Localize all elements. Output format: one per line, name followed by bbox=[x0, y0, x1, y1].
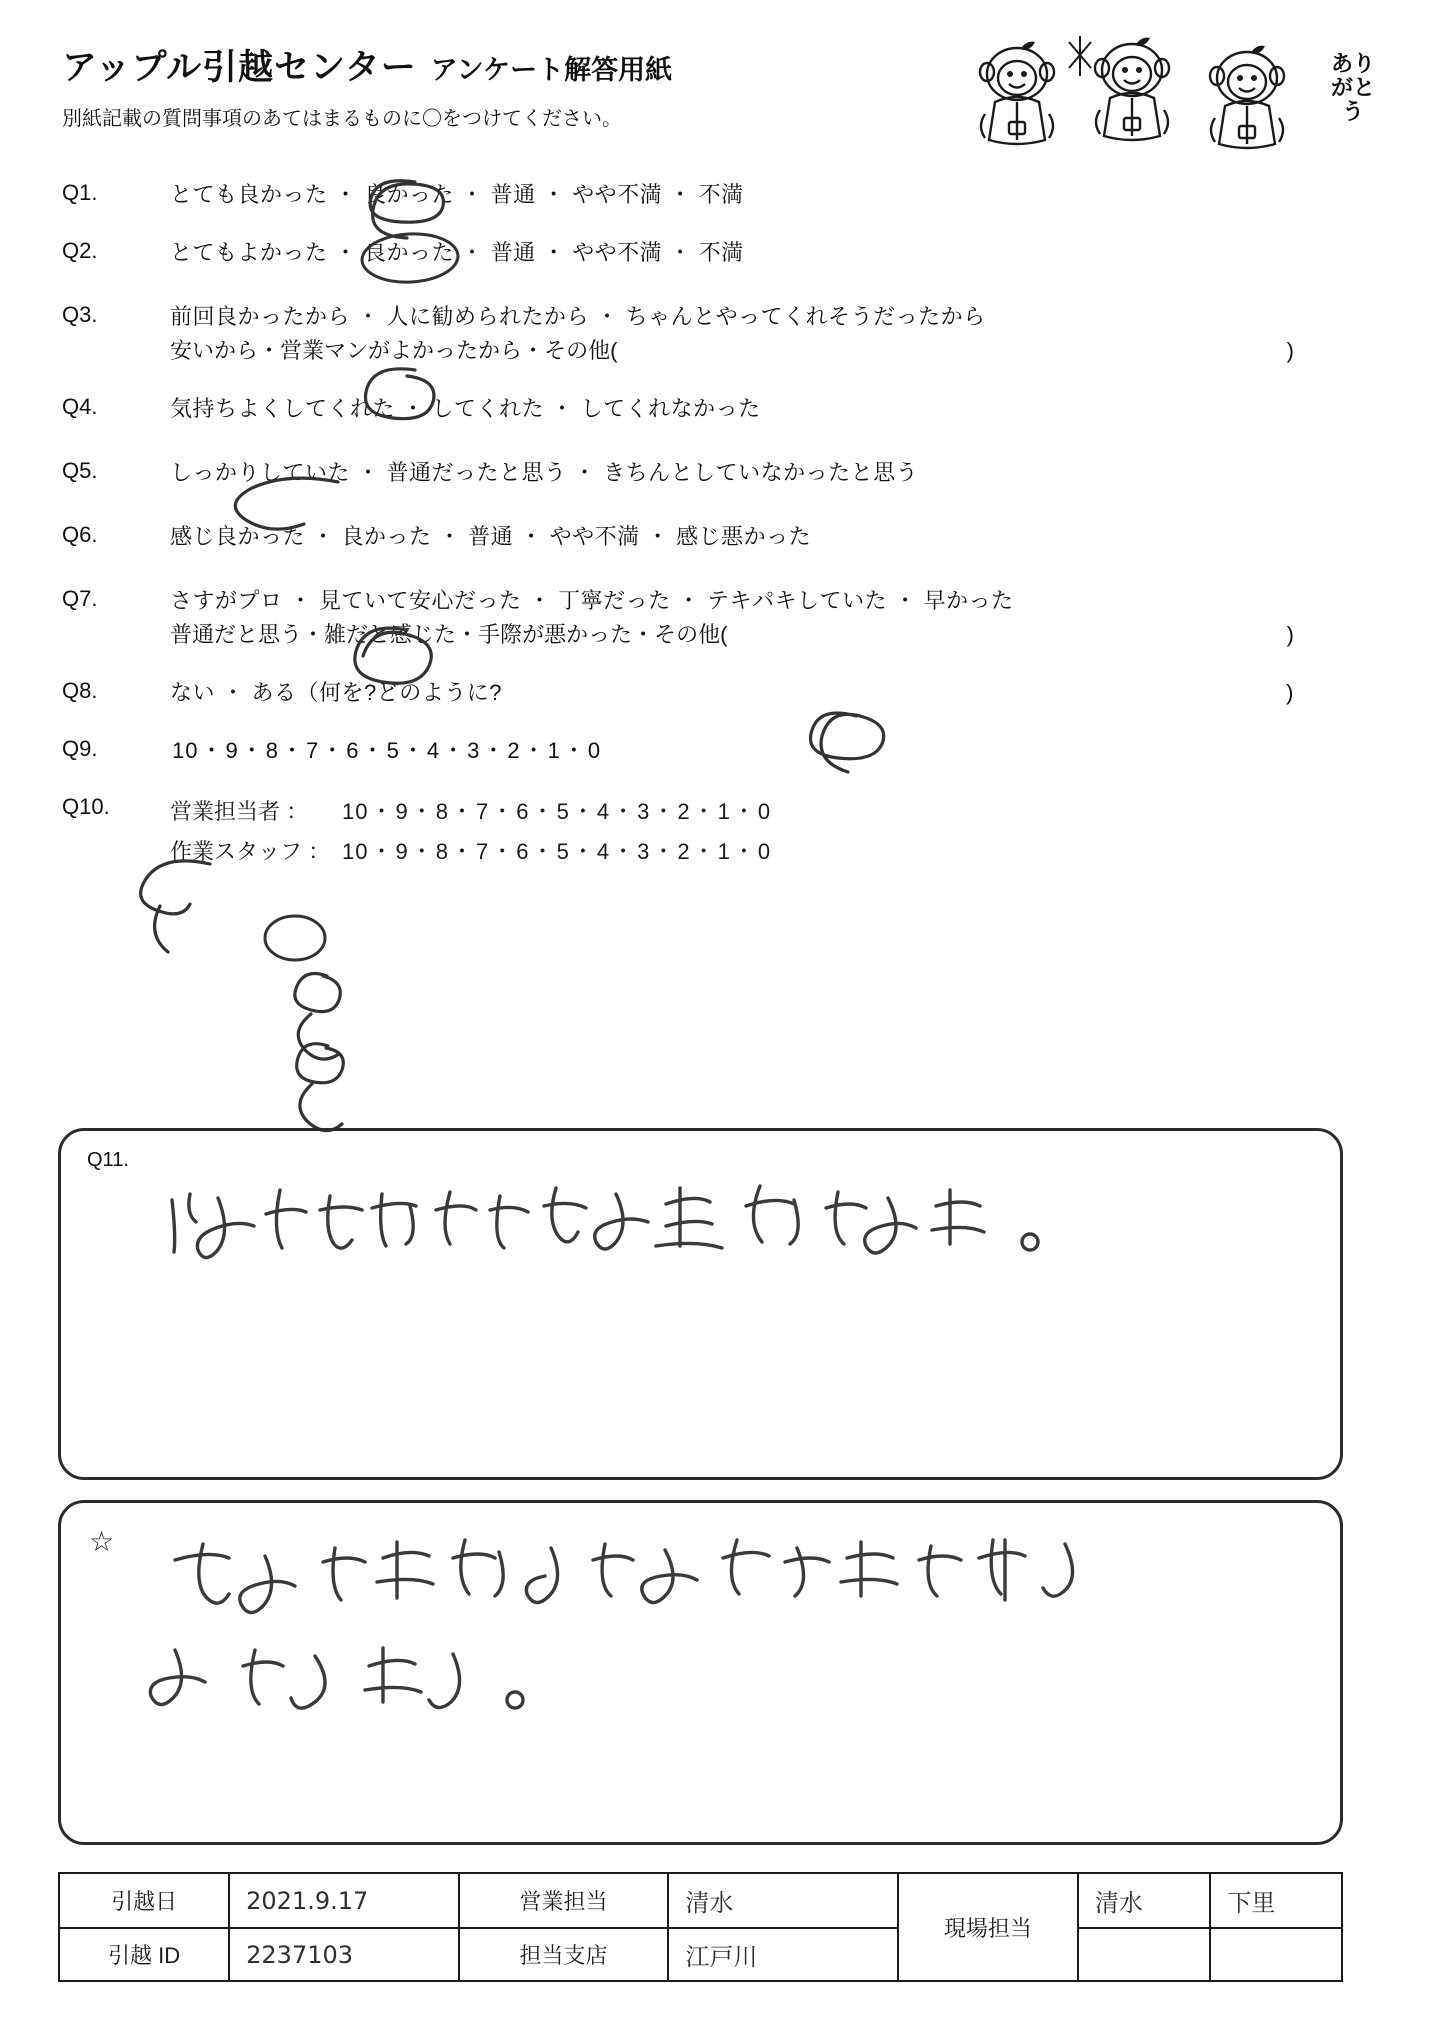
q5-option-0[interactable]: しっかりしていた bbox=[170, 460, 351, 485]
q9-value-0[interactable]: 0 bbox=[587, 738, 602, 763]
q10-staff-6[interactable]: 6 bbox=[516, 839, 530, 864]
footer-value-col-3a bbox=[1077, 1874, 1210, 1980]
question-q6-options: 感じ良かった ・ 良かった ・ 普通 ・ やや不満 ・ 感じ悪かった bbox=[170, 524, 812, 549]
question-q10-id: Q10. bbox=[62, 794, 110, 819]
footer-value-site-staff-1-blank[interactable] bbox=[1079, 1927, 1210, 1980]
q5-option-2[interactable]: きちんとしていなかったと思う bbox=[603, 460, 919, 485]
q9-value-8[interactable]: 8 bbox=[265, 738, 280, 763]
question-q3-options: 前回良かったから ・ 人に勧められたから ・ ちゃんとやってくれそうだったから bbox=[170, 304, 986, 329]
footer-label-branch: 担当支店 bbox=[460, 1927, 668, 1980]
q7-option-4[interactable]: 早かった bbox=[923, 588, 1014, 613]
q9-value-2[interactable]: 2 bbox=[507, 738, 521, 763]
footer-value-branch[interactable] bbox=[669, 1927, 896, 1980]
q10-staff-scale: 10・9・8・7・6・5・4・3・2・1・0 bbox=[342, 839, 772, 864]
q2-option-1[interactable]: 良かった bbox=[364, 240, 455, 265]
company-title: アップル引越センター bbox=[62, 48, 417, 87]
q10-staff-10[interactable]: 10 bbox=[342, 839, 369, 864]
q9-value-10[interactable]: 10 bbox=[172, 738, 199, 763]
footer-label-col-1 bbox=[60, 1874, 228, 1980]
q4-option-2[interactable]: してくれなかった bbox=[580, 396, 761, 421]
footer-label-col-2 bbox=[458, 1874, 668, 1980]
comment-box-2-label: ☆ bbox=[89, 1526, 115, 1557]
footer-value-sales-rep[interactable] bbox=[669, 1874, 896, 1927]
q9-value-7[interactable]: 7 bbox=[306, 738, 320, 763]
question-q2-options: とてもよかった ・ 良かった ・ 普通 ・ やや不満 ・ 不満 bbox=[170, 240, 744, 265]
question-q1-options: とても良かった ・ 良かった ・ 普通 ・ やや不満 ・ 不満 bbox=[170, 182, 744, 207]
question-q4-options: 気持ちよくしてくれた ・ してくれた ・ してくれなかった bbox=[170, 396, 761, 421]
question-q1-id: Q1. bbox=[62, 180, 98, 205]
footer-label-col-3 bbox=[897, 1874, 1077, 1980]
footer-value-col-3b bbox=[1209, 1874, 1341, 1980]
q10-staff-1[interactable]: 1 bbox=[717, 839, 731, 864]
q2-option-0[interactable]: とてもよかった bbox=[170, 240, 328, 265]
q1-option-3[interactable]: やや不満 bbox=[572, 182, 663, 207]
question-q10 bbox=[62, 792, 1362, 872]
q4-option-0[interactable]: 気持ちよくしてくれた bbox=[170, 396, 396, 421]
q2-option-3[interactable]: やや不満 bbox=[572, 240, 663, 265]
q1-option-2[interactable]: 普通 bbox=[490, 182, 536, 207]
footer-label-sales-rep: 営業担当 bbox=[460, 1874, 668, 1927]
page-header bbox=[62, 40, 902, 131]
footer-value-col-1 bbox=[228, 1874, 457, 1980]
q7-option2-2[interactable]: 手際が悪かった bbox=[478, 622, 633, 647]
q9-value-6[interactable]: 6 bbox=[346, 738, 360, 763]
q7-paren-close: ) bbox=[1286, 622, 1294, 647]
q8-option-0[interactable]: ない bbox=[170, 680, 216, 705]
q6-option-2[interactable]: 普通 bbox=[468, 524, 514, 549]
q3-option-1[interactable]: 人に勧められたから bbox=[386, 304, 590, 329]
q6-option-4[interactable]: 感じ悪かった bbox=[676, 524, 812, 549]
question-q7 bbox=[62, 584, 1362, 652]
q10-staff-8[interactable]: 8 bbox=[435, 839, 450, 864]
question-q5-id: Q5. bbox=[62, 458, 98, 483]
q7-option-3[interactable]: テキパキしていた bbox=[707, 588, 888, 613]
q10-staff-0[interactable]: 0 bbox=[757, 839, 772, 864]
q10-staff-4[interactable]: 4 bbox=[596, 839, 611, 864]
comment-box-1[interactable] bbox=[58, 1128, 1343, 1480]
q7-option2-3[interactable]: その他( bbox=[654, 622, 728, 647]
footer-label-site-staff: 現場担当 bbox=[943, 1915, 1032, 1941]
q9-value-9[interactable]: 9 bbox=[225, 738, 239, 763]
q2-option-2[interactable]: 普通 bbox=[490, 240, 536, 265]
footer-value-site-staff-1-text: 清水 bbox=[1094, 1889, 1143, 1917]
page-title: アンケート解答用紙 bbox=[430, 55, 673, 85]
question-q2 bbox=[62, 236, 1362, 270]
footer-value-site-staff-1[interactable] bbox=[1079, 1874, 1210, 1927]
q10-staff-9[interactable]: 9 bbox=[395, 839, 409, 864]
q10-sales-4[interactable]: 4 bbox=[596, 799, 611, 824]
q3-paren-close: ) bbox=[1286, 338, 1294, 363]
footer-label-move-date: 引越日 bbox=[60, 1874, 228, 1927]
question-q2-id: Q2. bbox=[62, 238, 98, 263]
q7-option-2[interactable]: 丁寧だった bbox=[558, 588, 671, 613]
q3-option-2[interactable]: ちゃんとやってくれそうだったから bbox=[625, 304, 986, 329]
question-q4-id: Q4. bbox=[62, 394, 98, 419]
q1-option-0[interactable]: とても良かった bbox=[170, 182, 328, 207]
footer-label-move-id: 引越 ID bbox=[60, 1927, 228, 1980]
q7-option2-1[interactable]: 雑だと感じた bbox=[324, 622, 457, 647]
question-q8-id: Q8. bbox=[62, 678, 98, 703]
q3-option2-1[interactable]: 営業マンがよかったから bbox=[280, 338, 523, 363]
question-q6 bbox=[62, 520, 1362, 554]
question-q7-options2: 普通だと思う・雑だと感じた・手際が悪かった・その他( ) bbox=[170, 618, 1362, 652]
mascot-illustration bbox=[965, 30, 1385, 170]
question-q9-id: Q9. bbox=[62, 736, 98, 761]
question-q3 bbox=[62, 300, 1362, 368]
question-q3-id: Q3. bbox=[62, 302, 98, 327]
q6-option-1[interactable]: 良かった bbox=[341, 524, 432, 549]
q10-sales-caption: 営業担当者 ： bbox=[170, 799, 309, 824]
footer-value-site-staff-2-blank[interactable] bbox=[1211, 1927, 1341, 1980]
q9-circle-mark bbox=[255, 908, 345, 968]
comment-box-1-label: Q11. bbox=[87, 1149, 129, 1171]
q10-sales-5[interactable]: 5 bbox=[556, 799, 570, 824]
q2-option-4[interactable]: 不満 bbox=[698, 240, 744, 265]
question-q9-scale: 10・9・8・7・6・5・4・3・2・1・0 bbox=[172, 738, 602, 763]
q3-option2-0[interactable]: 安いから bbox=[170, 338, 259, 363]
q10-staff-2[interactable]: 2 bbox=[677, 839, 691, 864]
q6-option-0[interactable]: 感じ良かった bbox=[170, 524, 306, 549]
question-q7-options: さすがプロ ・ 見ていて安心だった ・ 丁寧だった ・ テキパキしていた ・ 早かった bbox=[170, 588, 1014, 613]
footer-value-site-staff-2-text: 下里 bbox=[1227, 1889, 1276, 1917]
q7-option-0[interactable]: さすがプロ bbox=[170, 588, 283, 613]
footer-table bbox=[58, 1872, 1343, 1982]
q10-staff-5[interactable]: 5 bbox=[556, 839, 570, 864]
q9-value-3[interactable]: 3 bbox=[467, 738, 481, 763]
q9-value-5[interactable]: 5 bbox=[386, 738, 400, 763]
footer-value-col-2 bbox=[667, 1874, 896, 1980]
q10-sales-3[interactable]: 3 bbox=[637, 799, 651, 824]
q10-row-sales bbox=[170, 792, 1362, 832]
q6-option-3[interactable]: やや不満 bbox=[549, 524, 640, 549]
question-q6-id: Q6. bbox=[62, 522, 98, 547]
comment-box-2[interactable] bbox=[58, 1500, 1343, 1845]
q10-sales-scale: 10・9・8・7・6・5・4・3・2・1・0 bbox=[342, 799, 772, 824]
footer-value-sales-rep-text: 清水 bbox=[685, 1889, 734, 1917]
question-q9 bbox=[62, 734, 1362, 768]
footer-value-move-id-text: 2237103 bbox=[246, 1940, 354, 1969]
q10-sales-1[interactable]: 1 bbox=[717, 799, 731, 824]
q9-value-4[interactable]: 4 bbox=[426, 738, 441, 763]
question-list bbox=[62, 178, 1362, 872]
question-q4 bbox=[62, 392, 1362, 426]
q10-row-staff bbox=[170, 832, 1362, 872]
question-q5-options: しっかりしていた ・ 普通だったと思う ・ きちんとしていなかったと思う bbox=[170, 460, 919, 485]
q10-staff-3[interactable]: 3 bbox=[637, 839, 651, 864]
q5-option-1[interactable]: 普通だったと思う bbox=[386, 460, 567, 485]
q10-sales-7[interactable]: 7 bbox=[476, 799, 490, 824]
q4-option-1[interactable]: してくれた bbox=[431, 396, 545, 421]
footer-value-branch-text: 江戸川 bbox=[685, 1943, 758, 1971]
q3-option2-2[interactable]: その他( bbox=[544, 338, 618, 363]
q10-sales-6[interactable]: 6 bbox=[516, 799, 530, 824]
q1-option-1[interactable]: 良かった bbox=[364, 182, 455, 207]
q8-paren-close: ) bbox=[1286, 680, 1294, 705]
q10-staff-7[interactable]: 7 bbox=[476, 839, 490, 864]
footer-value-move-date[interactable] bbox=[230, 1874, 457, 1927]
q10-sales-2[interactable]: 2 bbox=[677, 799, 691, 824]
q3-option-0[interactable]: 前回良かったから bbox=[170, 304, 351, 329]
q8-option-1[interactable]: ある（何を?どのように? bbox=[251, 680, 503, 705]
q10-sales-10[interactable]: 10 bbox=[342, 799, 369, 824]
q7-option-1[interactable]: 見ていて安心だった bbox=[319, 588, 522, 613]
q10-sales-0[interactable]: 0 bbox=[757, 799, 772, 824]
q9-value-1[interactable]: 1 bbox=[547, 738, 561, 763]
thanks-text: ありがとう bbox=[1331, 51, 1376, 124]
question-q7-id: Q7. bbox=[62, 586, 98, 611]
question-q1 bbox=[62, 178, 1362, 212]
q10-sales-8[interactable]: 8 bbox=[435, 799, 450, 824]
instruction-text: 別紙記載の質問事項のあてはまるものに〇をつけてください。 bbox=[62, 108, 622, 130]
q7-option2-0[interactable]: 普通だと思う bbox=[170, 622, 303, 647]
question-q8-options: ない ・ ある（何を?どのように? ) bbox=[170, 676, 502, 710]
q1-option-4[interactable]: 不満 bbox=[698, 182, 744, 207]
footer-value-site-staff-2[interactable] bbox=[1211, 1874, 1341, 1927]
q10-staff-caption: 作業スタッフ ： bbox=[170, 839, 331, 864]
q10-sales-circle-mark bbox=[285, 962, 425, 1092]
footer-value-move-id[interactable] bbox=[230, 1927, 457, 1980]
question-q3-options2: 安いから・営業マンがよかったから・その他( ) bbox=[170, 334, 1362, 368]
footer-value-move-date-text: 2021.9.17 bbox=[246, 1886, 369, 1915]
question-q5 bbox=[62, 456, 1362, 490]
question-q8 bbox=[62, 676, 1362, 710]
q10-sales-9[interactable]: 9 bbox=[395, 799, 409, 824]
